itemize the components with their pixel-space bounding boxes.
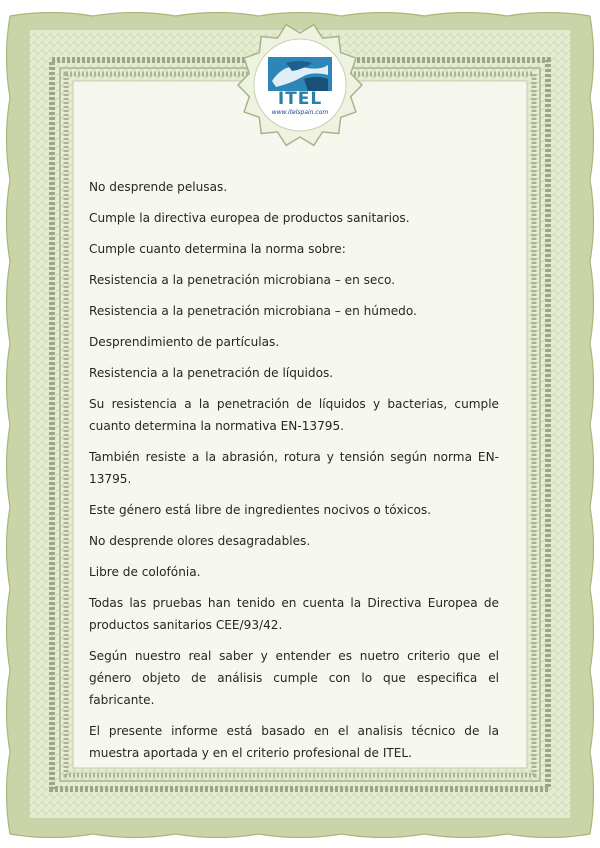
certificate-body: [89, 176, 499, 764]
paragraph: Resistencia a la penetración microbiana – en húmedo.: [89, 304, 417, 318]
paragraph: Según nuestro real saber y entender es nuetro criterio que el género objeto de análisis cumple con lo que especifica el fabricante.: [89, 649, 499, 707]
paragraph: Resistencia a la penetración microbiana – en seco.: [89, 273, 396, 287]
logo-url: www.itelspain.com: [271, 109, 329, 116]
paragraph: El presente informe está basado en el analisis técnico de la muestra aportada y en el criterio profesional de ITEL.: [89, 724, 499, 760]
globe-logo-icon: [268, 57, 332, 91]
paragraph: No desprende olores desagradables.: [89, 534, 311, 548]
paragraph: También resiste a la abrasión, rotura y tensión según norma EN-13795.: [89, 450, 499, 486]
paragraph: Su resistencia a la penetración de líquidos y bacterias, cumple cuanto determina la normativa EN-13795.: [89, 397, 499, 433]
paragraph: No desprende pelusas.: [89, 180, 228, 194]
paragraph: Desprendimiento de partículas.: [89, 335, 280, 349]
paragraph: Cumple cuanto determina la norma sobre:: [89, 242, 346, 256]
paragraph: Libre de colofónia.: [89, 565, 201, 579]
paragraph: Todas las pruebas han tenido en cuenta la Directiva Europea de productos sanitarios CEE/93/42.: [89, 596, 499, 632]
paragraph: Resistencia a la penetración de líquidos.: [89, 366, 334, 380]
paragraph: Este género está libre de ingredientes nocivos o tóxicos.: [89, 503, 432, 517]
logo-wordmark: ITEL: [277, 89, 323, 109]
itel-logo: [266, 57, 334, 121]
paragraph: Cumple la directiva europea de productos sanitarios.: [89, 211, 410, 225]
